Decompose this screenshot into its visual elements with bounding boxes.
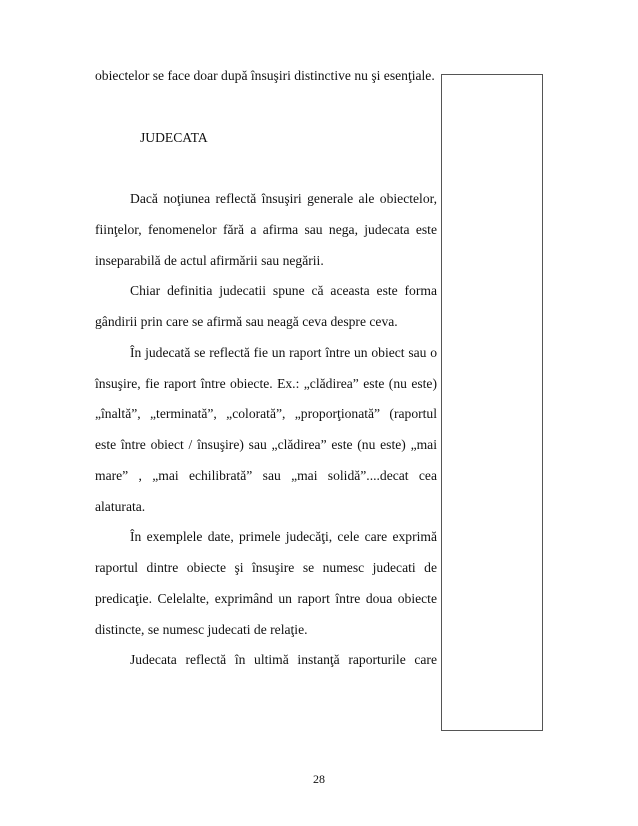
spacer — [95, 153, 437, 184]
section-heading: JUDECATA — [140, 129, 208, 145]
text-column — [95, 61, 437, 676]
margin-note-box — [441, 74, 543, 731]
paragraph-continued: obiectelor se face doar după însuşiri distinctive nu şi esenţiale. — [95, 68, 435, 83]
paragraph-2: Chiar definitia judecatii spune că aceasta este forma gândirii prin care se afirmă sau neagă ceva despre ceva. — [95, 283, 437, 329]
paragraph-5: Judecata reflectă în ultimă instanţă raporturile care — [130, 652, 437, 668]
paragraph-1: Dacă noţiunea reflectă însuşiri generale ale obiectelor, fiinţelor, fenomenelor fără a afirma sau nega, judecata este inseparabilă de actul afirmării sau negării. — [95, 191, 437, 268]
paragraph-3: În judecată se reflectă fie un raport între un obiect sau o însuşire, fie raport între obiecte. Ex.: „clădirea” este (nu este) „înaltă”, „terminată”, „colorată”, „proporţionată” (raportul este între obiect / însuşire) sau „clădirea” este (nu este) „mai mare” , „mai echilibrată” sau „mai solidă”....decat cea alaturata. — [95, 344, 437, 514]
spacer — [95, 92, 437, 123]
page-number: 28 — [313, 772, 325, 786]
paragraph-4: În exemplele date, primele judecăţi, cele care exprimă raportul dintre obiecte şi însuşire se numesc judecati de predicaţie. Celelalte, exprimând un raport între doua obiecte distincte, se numesc judecati de relaţie. — [95, 529, 437, 637]
